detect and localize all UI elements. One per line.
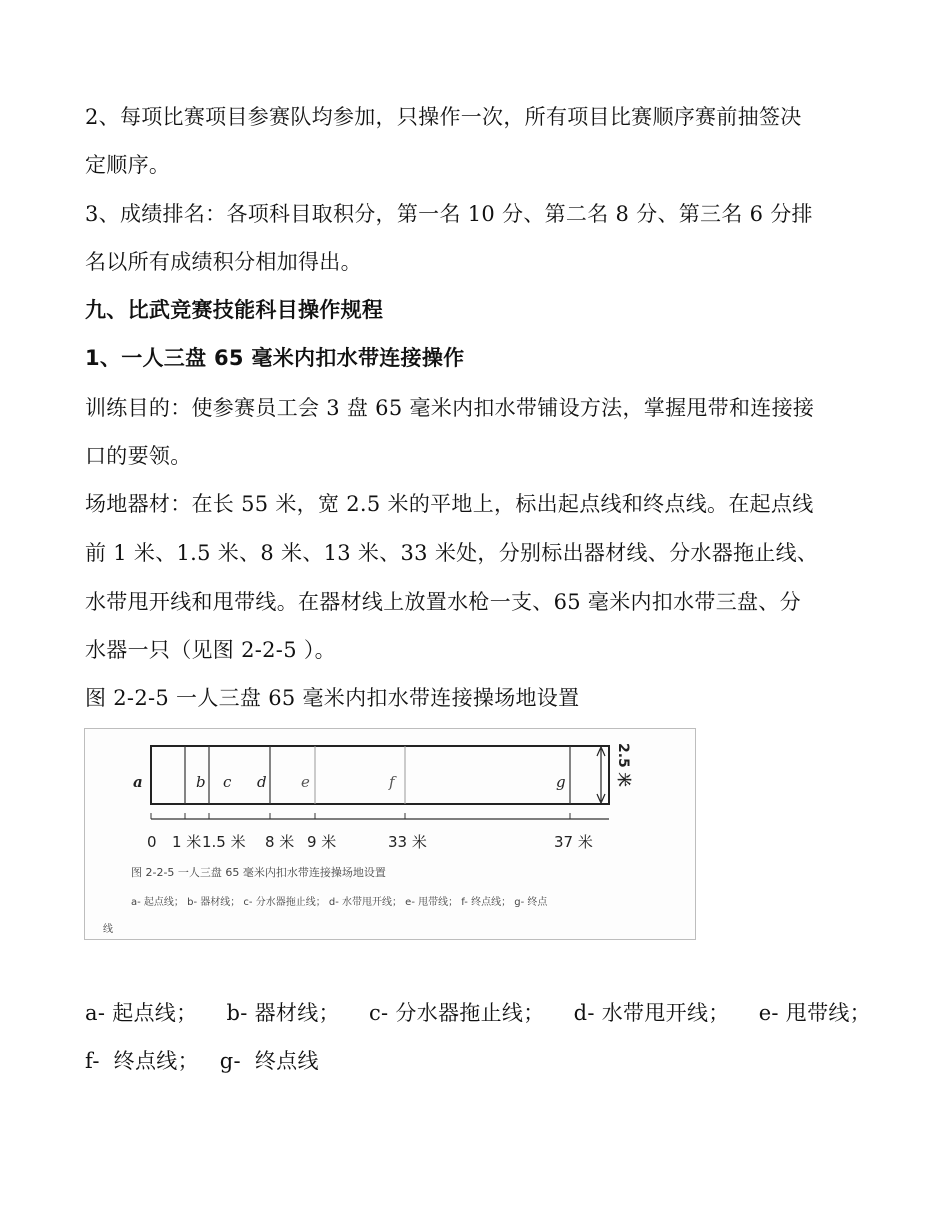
text: 2、每项比赛项目参赛队均参加，只操作一次，所有项目比赛顺序赛前抽签决 xyxy=(85,105,802,129)
paragraph-2-line-2: 定顺序。 xyxy=(85,153,171,177)
width-label: 2.5 米 xyxy=(615,743,631,787)
legend-item-b: b- 器材线； xyxy=(226,1001,340,1025)
lane-label-f: f xyxy=(389,773,395,791)
figure-caption-legend-1: a- 起点线； b- 器材线； c- 分水器拖止线； d- 水带甩开线； e- 甩带线； f- 终点线； g- 终点 xyxy=(131,897,548,908)
tick-label-5: 33 米 xyxy=(388,833,427,851)
figure-caption-legend-2: 线 xyxy=(103,924,113,935)
training-purpose-line-1: 训练目的：使参赛员工会 3 盘 65 毫米内扣水带铺设方法，掌握甩带和连接接 xyxy=(85,396,815,420)
sub-heading: 1、一人三盘 65 毫米内扣水带连接操作 xyxy=(85,346,465,370)
legend-item-e: e- 甩带线； xyxy=(758,1001,871,1025)
lane-label-b: b xyxy=(196,773,206,791)
paragraph-3-line-1: 3、成绩排名：各项科目取积分，第一名 10 分、第二名 8 分、第三名 6 分排 xyxy=(85,202,813,226)
tick-label-4: 9 米 xyxy=(307,833,337,851)
site-equipment-line-1: 场地器材：在长 55 米，宽 2.5 米的平地上，标出起点线和终点线。在起点线 xyxy=(85,492,814,516)
legend-line-1 xyxy=(85,1001,871,1025)
lane-label-c: c xyxy=(223,773,232,791)
legend-item-d: d- 水带甩开线； xyxy=(573,1001,730,1025)
figure-title: 图 2-2-5 一人三盘 65 毫米内扣水带连接操场地设置 xyxy=(85,686,580,710)
field-rect xyxy=(151,746,609,804)
site-equipment-line-3: 水带甩开线和甩带线。在器材线上放置水枪一支、65 毫米内扣水带三盘、分 xyxy=(85,590,801,614)
paragraph-2-line-1 xyxy=(85,105,871,129)
tick-label-6: 37 米 xyxy=(554,833,593,851)
lane-label-e: e xyxy=(301,773,310,791)
section-heading: 九、比武竞赛技能科目操作规程 xyxy=(85,298,384,322)
lane-label-g: g xyxy=(556,773,566,791)
lane-label-d: d xyxy=(257,773,267,791)
legend-line-2: f- 终点线； g- 终点线 xyxy=(85,1049,319,1073)
training-purpose-line-2: 口的要领。 xyxy=(85,444,192,468)
tick-label-2: 1.5 米 xyxy=(202,833,246,851)
tick-label-1: 1 米 xyxy=(172,833,202,851)
tick-label-3: 8 米 xyxy=(265,833,295,851)
site-equipment-line-4: 水器一只（见图 2-2-5 ）。 xyxy=(85,638,336,662)
tick-label-0: 0 xyxy=(147,833,157,851)
legend-item-a: a- 起点线； xyxy=(85,1001,198,1025)
site-layout-figure xyxy=(84,728,696,940)
paragraph-3-line-2: 名以所有成绩积分相加得出。 xyxy=(85,250,362,274)
site-equipment-line-2: 前 1 米、1.5 米、8 米、13 米、33 米处，分别标出器材线、分水器拖止线、 xyxy=(85,541,819,565)
figure-caption: 图 2-2-5 一人三盘 65 毫米内扣水带连接操场地设置 xyxy=(131,866,386,879)
site-layout-diagram xyxy=(85,729,697,941)
legend-item-c: c- 分水器拖止线； xyxy=(368,1001,545,1025)
lane-label-a: a xyxy=(133,773,143,791)
